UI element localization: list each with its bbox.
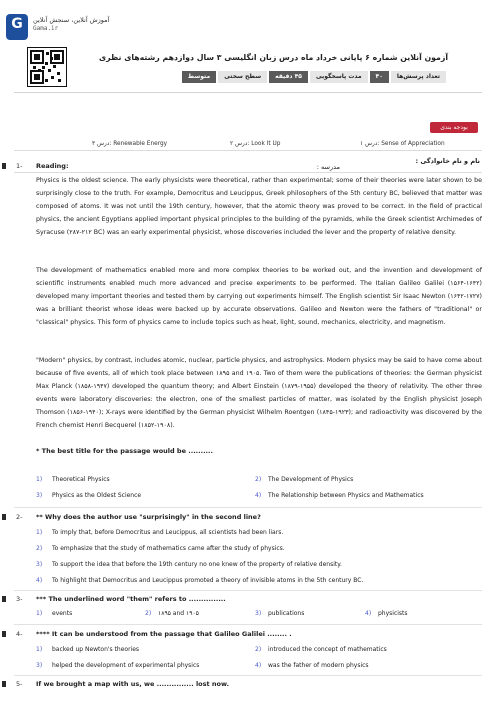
question-stem: If we brought a map with us, we ............... lost now. (36, 680, 230, 688)
option-number: 4) (255, 492, 262, 499)
gama-logo-letter: G (11, 16, 23, 32)
option-text[interactable]: Physics as the Oldest Science (52, 492, 142, 499)
question-number: 2- (16, 513, 23, 521)
name-label: نام و نام خانوادگی : (415, 157, 480, 165)
option-text[interactable]: To imply that, before Democritus and Leucippus, all scientists had been liars. (52, 529, 284, 536)
option-number: 2) (145, 610, 152, 617)
question-count-label: تعداد پرسش‌ها (391, 71, 446, 83)
question-marker (2, 514, 6, 520)
option-number: 3) (36, 492, 43, 499)
option-text[interactable]: The Development of Physics (268, 476, 354, 483)
reading-label: Reading: (36, 162, 69, 170)
option-text[interactable]: publications (268, 610, 305, 617)
lesson-3: درس ۳: Renewable Energy (92, 141, 168, 147)
passage-paragraph-2: The development of mathematics enabled more and more complex theories to be worked out, and the invention and development of scientific instruments enabled much more advanced and precise experiments to be performed. The Italian Galileo Galilei (۱۵۶۴-۱۶۴۲) developed many important theories and tested them by carrying out experiments himself. The English scientist Sir Isaac Newton (۱۶۴۲-۱۷۲۷) was a brilliant theorist whose ideas were backed up by accurate observations. Galileo and Newton were the fathers of "traditional" or "classical" physics. This form of physics came to include topics such as heat, light, sound, mechanics, electricity, and magnetism. (36, 267, 482, 326)
option-number: 2) (255, 476, 262, 483)
option-number: 1) (36, 529, 43, 536)
divider (14, 624, 482, 625)
option-text[interactable]: To highlight that Democritus and Leucippus promoted a theory of invisible atoms in the 5th century BC. (52, 577, 364, 584)
option-number: 1) (36, 476, 43, 483)
lesson-2: درس ۲: Look It Up (230, 141, 281, 147)
school-label: مدرسه : (316, 163, 340, 171)
question-number: 1- (16, 162, 23, 170)
question-marker (2, 163, 6, 169)
divider (14, 507, 482, 508)
option-text[interactable]: The Relationship between Physics and Mathematics (268, 492, 424, 499)
passage-paragraph-1: Physics is the oldest science. The early physicists were theoretical, rather than experimental; some of their theories were later shown to be surprisingly close to the truth. For example, Democritus and Leucippus, Greek philosophers of the 5th century BC, believed that matter was composed of atoms. It was not until the 19th century, however, that the atomic theory was proved to be correct. In the field of practical physics, the ancient Egyptians applied important physical principles to the building of the pyramids, while the Greek scientist Archimedes of Syracuse (۲۸۷-۲۱۲ BC) was an early experimental physicist, whose discoveries included the lever and the property of relative density. (36, 177, 482, 236)
option-number: 1) (36, 610, 43, 617)
difficulty-label: سطح سختی (218, 71, 267, 83)
question-stem: *** The underlined word "them" refers to ............... (36, 595, 226, 603)
option-number: 4) (365, 610, 372, 617)
option-number: 2) (36, 545, 43, 552)
difficulty-value: متوسط (182, 71, 216, 83)
divider (14, 590, 482, 591)
option-number: 3) (36, 561, 43, 568)
option-number: 4) (255, 662, 262, 669)
option-text[interactable]: backed up Newton's theories (52, 646, 140, 653)
question-marker (2, 681, 6, 687)
divider (14, 172, 482, 173)
question-stem: * The best title for the passage would be .......... (36, 447, 213, 455)
exam-title: آزمون آنلاین شماره ۶ پایانی خرداد ماه درس زبان انگلیسی ۳ سال دوازدهم رشته‌های نظری (98, 53, 448, 62)
option-number: 2) (255, 646, 262, 653)
option-text[interactable]: physicists (378, 610, 408, 617)
option-text[interactable]: helped the development of experimental physics (52, 662, 200, 669)
question-number: 5- (16, 680, 23, 688)
passage-paragraph-3: "Modern" physics, by contrast, includes atomic, nuclear, particle physics, and astrophysics. Modern physics may be said to have come about because of five events, all of which took place between ۱۸۹۵ and ۱۹۰۵. Two of them were the publications of theories: the German physicist Max Planck (۱۸۵۸-۱۹۴۷) developed the quantum theory; and Albert Einstein (۱۸۷۹-۱۹۵۵) developed the theory of relativity. The other three events were laboratory discoveries: the electron, one of the smallest particles of matter, was isolated by the English physicist Joseph Thomson (۱۸۵۶-۱۹۴۰); X-rays were identified by the German physicist Wilhelm Roentgen (۱۸۴۵-۱۹۲۳); and radioactivity was discovered by the French chemist Henri Becquerel (۱۸۵۲-۱۹۰۸). (36, 357, 482, 429)
divider (14, 150, 482, 151)
option-text[interactable]: events (52, 610, 73, 617)
option-text[interactable]: ۱۸۹۵ and ۱۹۰۵ (158, 610, 199, 617)
qr-code (27, 47, 67, 87)
duration-value: ۴۵ دقیقه (269, 71, 308, 83)
question-number: 4- (16, 630, 23, 638)
exam-info-bar (112, 71, 446, 83)
option-text[interactable]: To support the idea that before the 19th century no one knew of the property of relative density. (52, 561, 342, 568)
site-name: آموزش آنلاین، سنجش آنلاین (33, 16, 110, 24)
option-number: 3) (255, 610, 262, 617)
option-number: 1) (36, 646, 43, 653)
budget-badge: بودجه بندی (430, 122, 478, 133)
question-stem: **** It can be understood from the passage that Galileo Galilei ........ . (36, 630, 292, 638)
question-number: 3- (16, 595, 23, 603)
question-count-value: ۴۰ (370, 71, 389, 83)
option-text[interactable]: To emphasize that the study of mathematics came after the study of physics. (52, 545, 285, 552)
option-number: 4) (36, 577, 43, 584)
site-url: Gama.ir (33, 25, 59, 32)
question-marker (2, 631, 6, 637)
duration-label: مدت پاسخگویی (310, 71, 368, 83)
question-stem: ** Why does the author use "surprisingly" in the second line? (36, 513, 261, 521)
divider (14, 92, 482, 93)
option-text[interactable]: Theoretical Physics (52, 476, 110, 483)
question-marker (2, 596, 6, 602)
lesson-1: درس ۱: Sense of Appreciation (360, 141, 445, 147)
option-text[interactable]: was the father of modern physics (268, 662, 369, 669)
option-text[interactable]: introduced the concept of mathematics (268, 646, 387, 653)
divider (14, 675, 482, 676)
option-number: 3) (36, 662, 43, 669)
